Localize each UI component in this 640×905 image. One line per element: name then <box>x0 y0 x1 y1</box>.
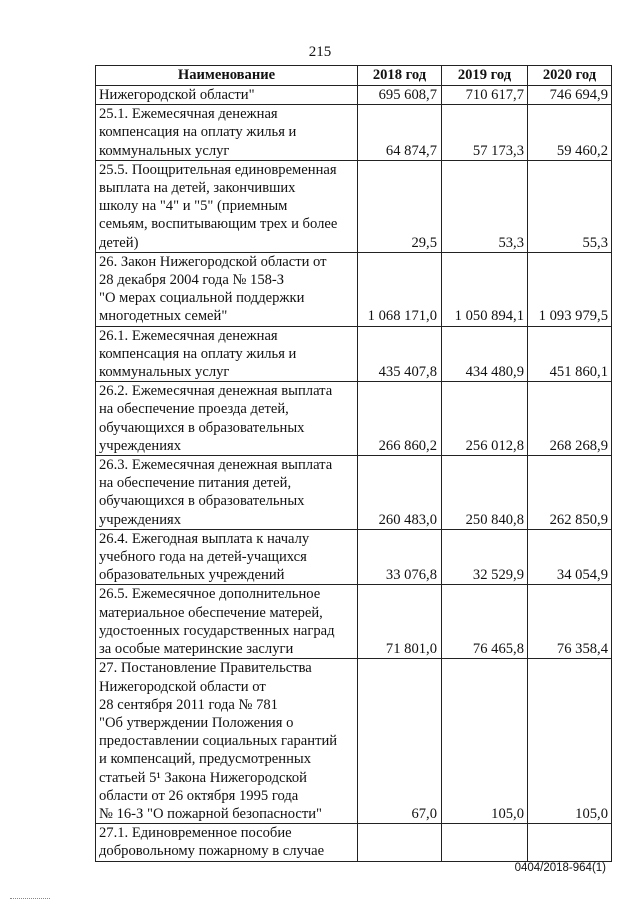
value-2018: 33 076,8 <box>358 529 442 585</box>
value-2019: 57 173,3 <box>442 105 528 161</box>
value-2020: 451 860,1 <box>528 326 612 382</box>
value-2019 <box>442 824 528 861</box>
row-name: 27. Постановление Правительства Нижегородской области от 28 сентября 2011 года № 781 "Об утверждении Положения о предоставлении социальных гарантий и компенсаций, предусмотренных статьей 5¹ Закона Нижегородской области от 26 октября 1995 года № 16-З "О пожарной безопасности" <box>96 659 358 824</box>
row-name: 27.1. Единовременное пособие добровольному пожарному в случае <box>96 824 358 861</box>
value-2019: 250 840,8 <box>442 456 528 530</box>
value-2018: 260 483,0 <box>358 456 442 530</box>
value-2019: 710 617,7 <box>442 86 528 105</box>
column-header-name: Наименование <box>96 66 358 86</box>
value-2018: 29,5 <box>358 160 442 252</box>
value-2020: 76 358,4 <box>528 585 612 659</box>
table-row <box>96 382 612 456</box>
value-2018: 71 801,0 <box>358 585 442 659</box>
value-2019: 1 050 894,1 <box>442 252 528 326</box>
value-2020: 105,0 <box>528 659 612 824</box>
value-2018 <box>358 824 442 861</box>
row-name: 26. Закон Нижегородской области от 28 декабря 2004 года № 158-З "О мерах социальной поддержки многодетных семей" <box>96 252 358 326</box>
table-row <box>96 105 612 161</box>
table-row <box>96 160 612 252</box>
value-2020: 55,3 <box>528 160 612 252</box>
value-2018: 1 068 171,0 <box>358 252 442 326</box>
value-2020: 268 268,9 <box>528 382 612 456</box>
table-row <box>96 252 612 326</box>
value-2019: 53,3 <box>442 160 528 252</box>
value-2019: 256 012,8 <box>442 382 528 456</box>
column-header-2018: 2018 год <box>358 66 442 86</box>
row-name: 26.4. Ежегодная выплата к началу учебного года на детей-учащихся образовательных учреждений <box>96 529 358 585</box>
table-row <box>96 529 612 585</box>
row-name: 26.5. Ежемесячное дополнительное материальное обеспечение матерей, удостоенных государственных наград за особые материнские заслуги <box>96 585 358 659</box>
value-2019: 434 480,9 <box>442 326 528 382</box>
value-2018: 695 608,7 <box>358 86 442 105</box>
column-header-2020: 2020 год <box>528 66 612 86</box>
row-name: Нижегородской области" <box>96 86 358 105</box>
value-2019: 32 529,9 <box>442 529 528 585</box>
table-row <box>96 824 612 861</box>
table-header-row <box>96 66 612 86</box>
value-2020: 59 460,2 <box>528 105 612 161</box>
value-2020: 262 850,9 <box>528 456 612 530</box>
scan-edge-mark <box>10 898 50 901</box>
table-row <box>96 456 612 530</box>
row-name: 26.2. Ежемесячная денежная выплата на обеспечение проезда детей, обучающихся в образовательных учреждениях <box>96 382 358 456</box>
table-row <box>96 585 612 659</box>
table-row <box>96 86 612 105</box>
table-row <box>96 326 612 382</box>
budget-table <box>95 65 612 862</box>
value-2020: 1 093 979,5 <box>528 252 612 326</box>
value-2020 <box>528 824 612 861</box>
value-2018: 435 407,8 <box>358 326 442 382</box>
value-2019: 105,0 <box>442 659 528 824</box>
value-2018: 64 874,7 <box>358 105 442 161</box>
value-2018: 67,0 <box>358 659 442 824</box>
value-2018: 266 860,2 <box>358 382 442 456</box>
row-name: 25.1. Ежемесячная денежная компенсация на оплату жилья и коммунальных услуг <box>96 105 358 161</box>
document-code: 0404/2018-964(1) <box>514 862 606 874</box>
value-2019: 76 465,8 <box>442 585 528 659</box>
row-name: 25.5. Поощрительная единовременная выплата на детей, закончивших школу на "4" и "5" (приемным семьям, воспитывающим трех и более детей) <box>96 160 358 252</box>
value-2020: 746 694,9 <box>528 86 612 105</box>
row-name: 26.1. Ежемесячная денежная компенсация на оплату жилья и коммунальных услуг <box>96 326 358 382</box>
page-number: 215 <box>308 44 332 60</box>
column-header-2019: 2019 год <box>442 66 528 86</box>
table-row <box>96 659 612 824</box>
value-2020: 34 054,9 <box>528 529 612 585</box>
row-name: 26.3. Ежемесячная денежная выплата на обеспечение питания детей, обучающихся в образовательных учреждениях <box>96 456 358 530</box>
